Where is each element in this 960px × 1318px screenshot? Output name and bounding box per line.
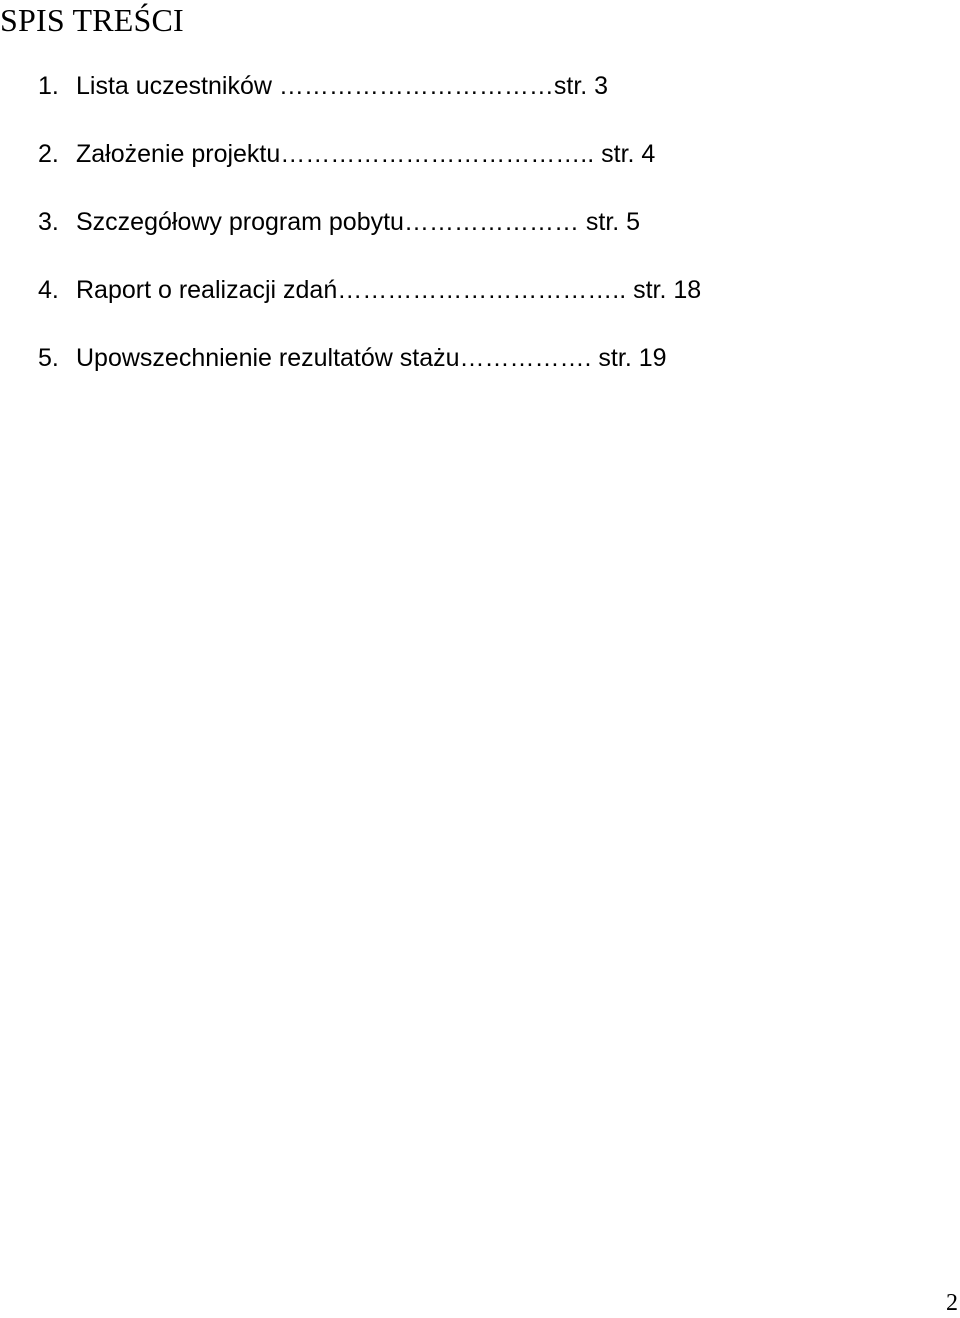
page-number: 2 — [946, 1290, 958, 1316]
toc-entry-text: Lista uczestników ……………………………str. 3 — [76, 72, 609, 100]
toc-entry-number: 5. — [38, 344, 59, 372]
toc-entry-3 — [38, 204, 818, 272]
table-of-contents — [38, 68, 818, 408]
toc-entry-number: 3. — [38, 208, 59, 236]
toc-entry-4 — [38, 272, 818, 340]
page-title: SPIS TREŚCI — [0, 2, 184, 38]
toc-entry-text: Upowszechnienie rezultatów stażu……………. str. 19 — [76, 344, 667, 372]
toc-entry-number: 2. — [38, 140, 59, 168]
toc-entry-5 — [38, 340, 818, 408]
toc-entry-number: 4. — [38, 276, 59, 304]
toc-entry-2 — [38, 136, 818, 204]
toc-entry-text: Założenie projektu……………………………….. str. 4 — [76, 140, 656, 168]
toc-entry-text: Raport o realizacji zdań…………………………….. str. 18 — [76, 276, 702, 304]
toc-entry-number: 1. — [38, 72, 59, 100]
toc-entry-text: Szczegółowy program pobytu………………… str. 5 — [76, 208, 641, 236]
toc-entry-1 — [38, 68, 818, 136]
